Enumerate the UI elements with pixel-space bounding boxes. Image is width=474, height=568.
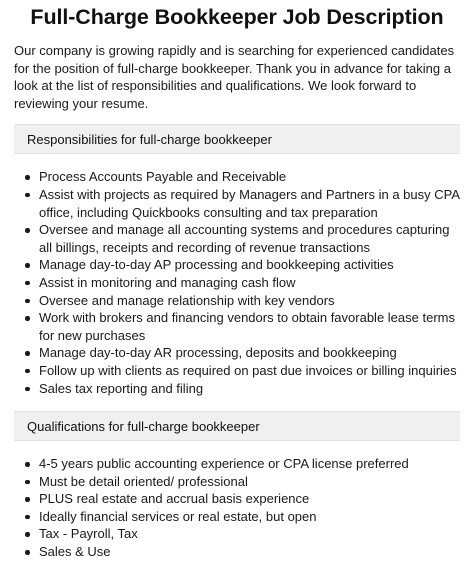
list-item: Oversee and manage all accounting systems and procedures capturing all billings, receipts and recording of revenue transactions [14, 221, 460, 256]
responsibilities-heading: Responsibilities for full-charge bookkeeper [14, 124, 460, 154]
list-item: PLUS real estate and accrual basis experience [14, 490, 460, 508]
list-item: Ideally financial services or real estate, but open [14, 508, 460, 526]
qualifications-heading: Qualifications for full-charge bookkeeper [14, 411, 460, 441]
list-item: Work with brokers and financing vendors to obtain favorable lease terms for new purchases [14, 309, 460, 344]
list-item: 4-5 years public accounting experience or CPA license preferred [14, 455, 460, 473]
list-item: Manage day-to-day AP processing and bookkeeping activities [14, 256, 460, 274]
list-item: Must be detail oriented/ professional [14, 473, 460, 491]
list-item: Manage day-to-day AR processing, deposits and bookkeeping [14, 344, 460, 362]
list-item: Sales tax reporting and filing [14, 380, 460, 398]
list-item: Assist in monitoring and managing cash flow [14, 274, 460, 292]
list-item: Assist with projects as required by Managers and Partners in a busy CPA office, including Quickbooks consulting and tax preparation [14, 186, 460, 221]
list-item: Follow up with clients as required on past due invoices or billing inquiries [14, 362, 460, 380]
list-item: Tax - Payroll, Tax [14, 525, 460, 543]
list-item: Process Accounts Payable and Receivable [14, 168, 460, 186]
list-item: Oversee and manage relationship with key vendors [14, 292, 460, 310]
responsibilities-list [14, 168, 460, 397]
qualifications-list [14, 455, 460, 561]
page-title: Full-Charge Bookkeeper Job Description [30, 5, 444, 29]
list-item: Sales & Use [14, 543, 460, 561]
intro-paragraph: Our company is growing rapidly and is searching for experienced candidates for the position of full-charge bookkeeper. Thank you in advance for taking a look at the list of responsibilities and qualifications. We look forward to reviewing your resume. [14, 43, 455, 111]
